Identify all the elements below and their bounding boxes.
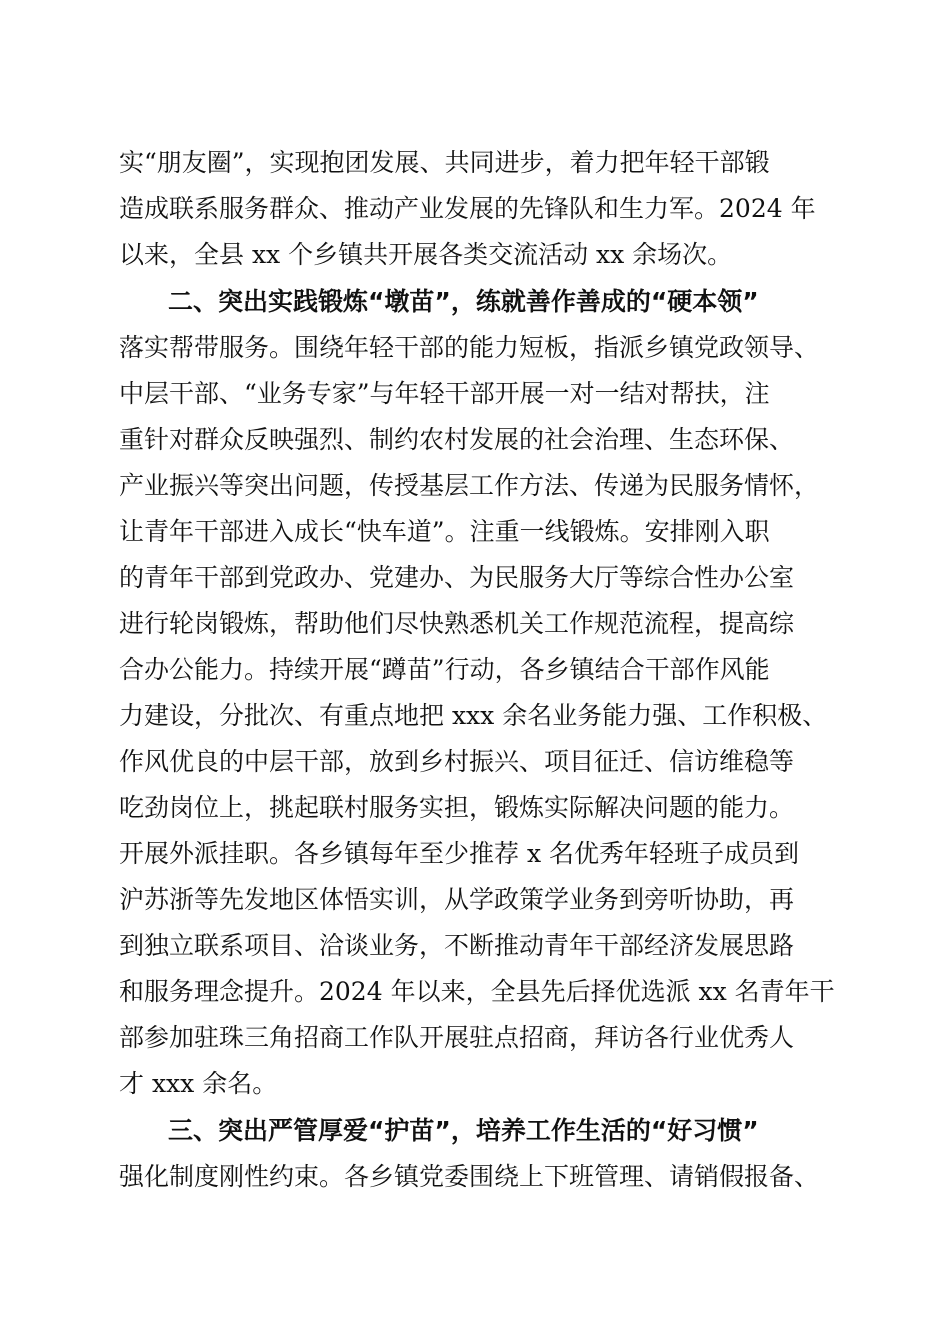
paragraph-line: 实“朋友圈”，实现抱团发展、共同进步，着力把年轻干部锻: [119, 148, 770, 177]
paragraph-line: 作风优良的中层干部，放到乡村振兴、项目征迁、信访维稳等: [119, 747, 795, 776]
paragraph-line: 开展外派挂职。各乡镇每年至少推荐 x 名优秀年轻班子成员到: [119, 839, 799, 868]
paragraph-line: 强化制度刚性约束。各乡镇党委围绕上下班管理、请销假报备、: [119, 1162, 820, 1191]
paragraph-line: 进行轮岗锻炼，帮助他们尽快熟悉机关工作规范流程，提高综: [119, 609, 795, 638]
paragraph-line: 吃劲岗位上，挑起联村服务实担，锻炼实际解决问题的能力。: [119, 793, 795, 822]
section-heading-3: 三、突出严管厚爱“护苗”，培养工作生活的“好习惯”: [168, 1116, 759, 1145]
paragraph-line: 沪苏浙等先发地区体悟实训，从学政策学业务到旁听协助，再: [119, 885, 795, 914]
paragraph-line: 力建设，分批次、有重点地把 xxx 余名业务能力强、工作积极、: [119, 701, 828, 730]
paragraph-line: 以来，全县 xx 个乡镇共开展各类交流活动 xx 余场次。: [119, 240, 733, 269]
section-heading-2: 二、突出实践锻炼“墩苗”，练就善作善成的“硬本领”: [168, 287, 759, 316]
paragraph-line: 落实帮带服务。围绕年轻干部的能力短板，指派乡镇党政领导、: [119, 333, 820, 362]
paragraph-line: 部参加驻珠三角招商工作队开展驻点招商，拜访各行业优秀人: [119, 1023, 795, 1052]
paragraph-line: 中层干部、“业务专家”与年轻干部开展一对一结对帮扶，注: [119, 379, 770, 408]
paragraph-line: 合办公能力。持续开展“蹲苗”行动，各乡镇结合干部作风能: [119, 655, 770, 684]
paragraph-line: 和服务理念提升。2024 年以来，全县先后择优选派 xx 名青年干: [119, 977, 835, 1006]
paragraph-line: 重针对群众反映强烈、制约农村发展的社会治理、生态环保、: [119, 425, 795, 454]
paragraph-line: 才 xxx 余名。: [119, 1069, 278, 1098]
paragraph-line: 到独立联系项目、洽谈业务，不断推动青年干部经济发展思路: [119, 931, 795, 960]
paragraph-line: 让青年干部进入成长“快车道”。注重一线锻炼。安排刚入职: [119, 517, 770, 546]
paragraph-line: 造成联系服务群众、推动产业发展的先锋队和生力军。2024 年: [119, 194, 816, 223]
paragraph-line: 产业振兴等突出问题，传授基层工作方法、传递为民服务情怀，: [119, 471, 820, 500]
paragraph-line: 的青年干部到党政办、党建办、为民服务大厅等综合性办公室: [119, 563, 795, 592]
